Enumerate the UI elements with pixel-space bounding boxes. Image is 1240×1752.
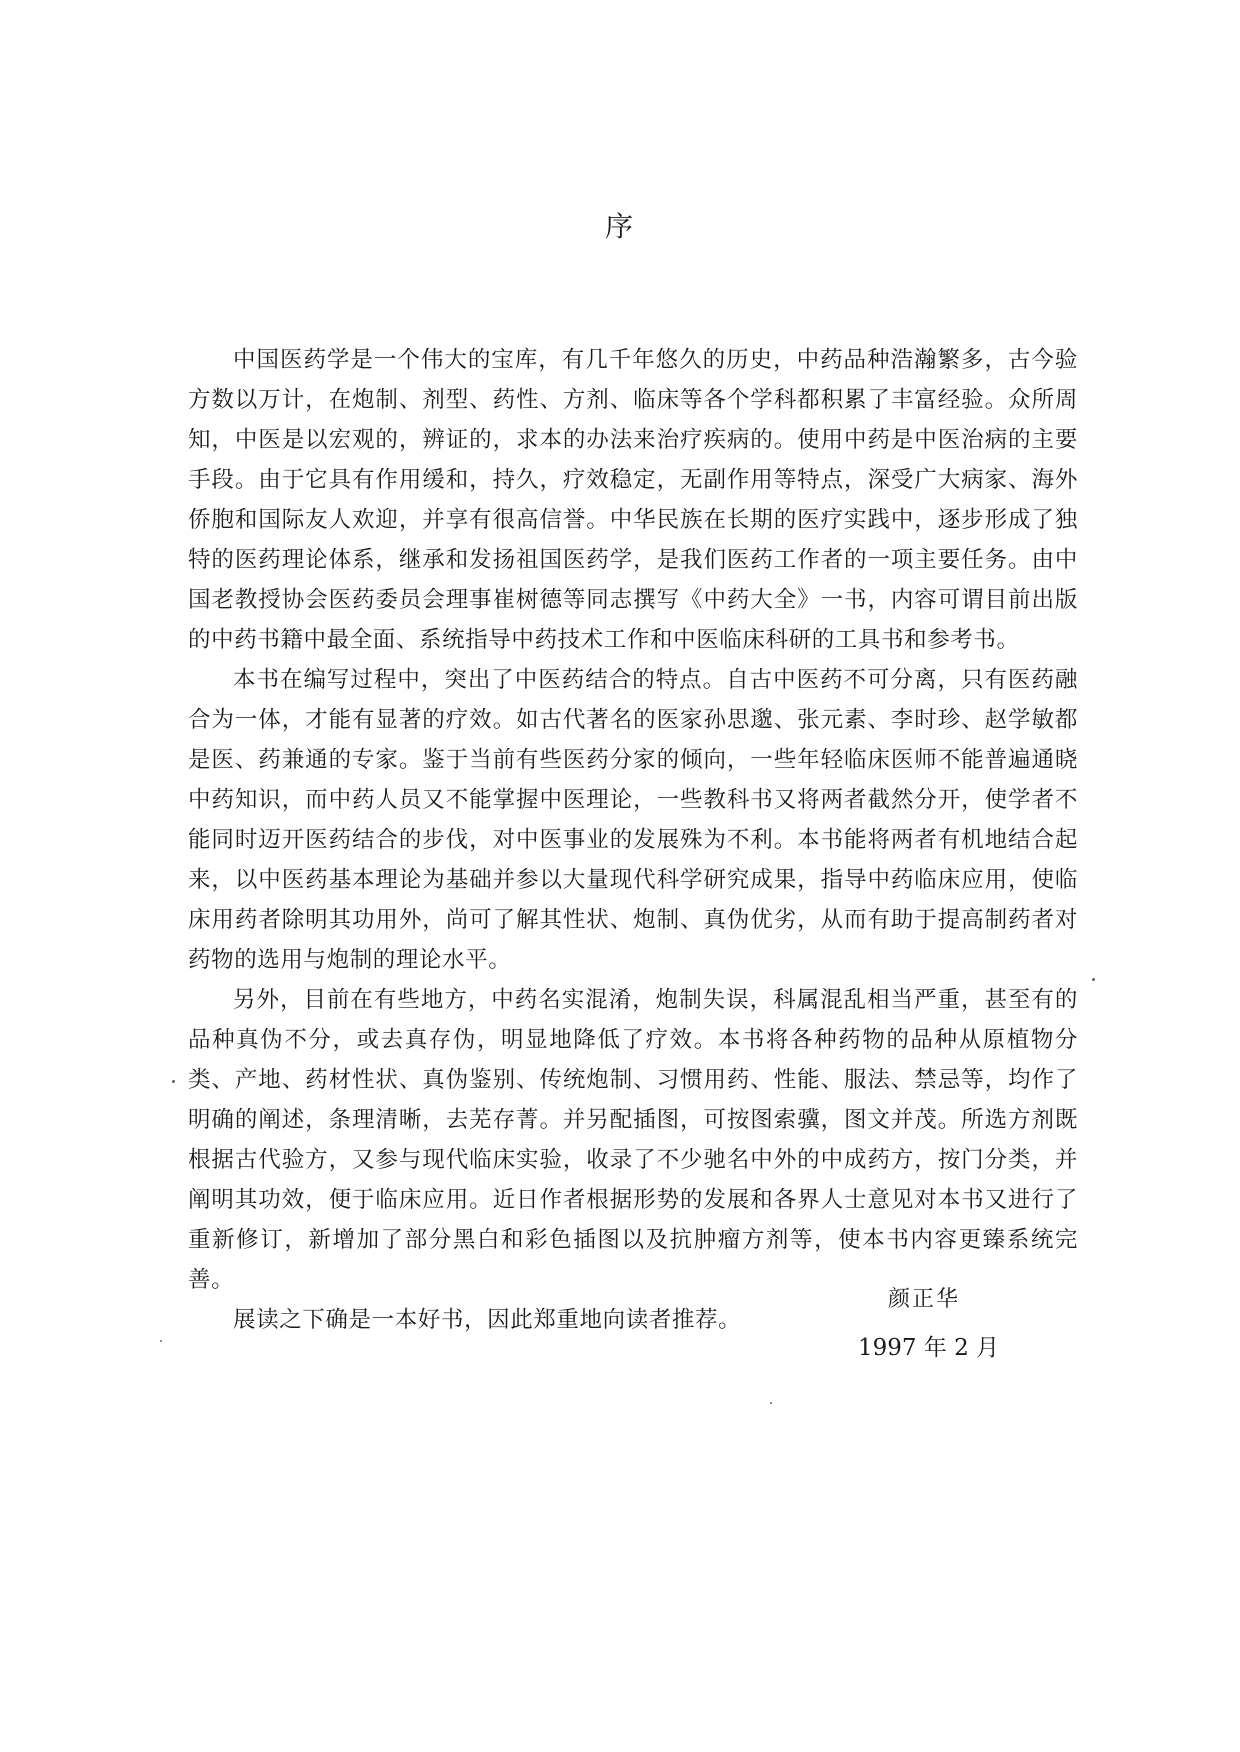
page-title: 序: [604, 210, 635, 243]
scan-speck: [770, 1402, 772, 1404]
author-name: 颜正华: [888, 1287, 961, 1312]
paragraph: 另外，目前在有些地方，中药名实混淆，炮制失误，科属混乱相当严重，甚至有的品种真伪不分，或去真存伪，明显地降低了疗效。本书将各种药物的品种从原植物分类、产地、药材性状、真伪鉴别、传统炮制、习惯用药、性能、服法、禁忌等，均作了明确的阐述，条理清晰，去芜存菁。并另配插图，可按图索骥，图文并茂。所选方剂既根据古代验方，又参与现代临床实验，收录了不少驰名中外的中成药方，按门分类，并阐明其功效，便于临床应用。近日作者根据形势的发展和各界人士意见对本书又进行了重新修订，新增加了部分黑白和彩色插图以及抗肿瘤方剂等，使本书内容更臻系统完善。: [188, 987, 1078, 1293]
preface-body: [188, 340, 1078, 1340]
paragraph: 中国医药学是一个伟大的宝库，有几千年悠久的历史，中药品种浩瀚繁多，古今验方数以万计，在炮制、剂型、药性、方剂、临床等各个学科都积累了丰富经验。众所周知，中医是以宏观的，辨证的，求本的办法来治疗疾病的。使用中药是中医治病的主要手段。由于它具有作用缓和，持久，疗效稳定，无副作用等特点，深受广大病家、海外侨胞和国际友人欢迎，并享有很高信誉。中华民族在长期的医疗实践中，逐步形成了独特的医药理论体系，继承和发扬祖国医药学，是我们医药工作者的一项主要任务。由中国老教授协会医药委员会理事崔树德等同志撰写《中药大全》一书，内容可谓目前出版的中药书籍中最全面、系统指导中药技术工作和中医临床科研的工具书和参考书。: [188, 347, 1078, 653]
scan-speck: [172, 1080, 175, 1083]
signature-date: 1997 年 2 月: [858, 1335, 1000, 1361]
paragraph: 本书在编写过程中，突出了中医药结合的特点。自古中医药不可分离，只有医药融合为一体，才能有显著的疗效。如古代著名的医家孙思邈、张元素、李时珍、赵学敏都是医、药兼通的专家。鉴于当前有些医药分家的倾向，一些年轻临床医师不能普遍通晓中药知识，而中药人员又不能掌握中医理论，一些教科书又将两者截然分开，使学者不能同时迈开医药结合的步伐，对中医事业的发展殊为不利。本书能将两者有机地结合起来，以中医药基本理论为基础并参以大量现代科学研究成果，指导中药临床应用，使临床用药者除明其功用外，尚可了解其性状、炮制、真伪优劣，从而有助于提高制药者对药物的选用与炮制的理论水平。: [188, 667, 1078, 973]
paragraph: 展读之下确是一本好书，因此郑重地向读者推荐。: [233, 1307, 742, 1333]
signature-block: [820, 1280, 1060, 1368]
scan-speck: [1092, 978, 1095, 981]
scan-speck: [160, 1340, 162, 1342]
